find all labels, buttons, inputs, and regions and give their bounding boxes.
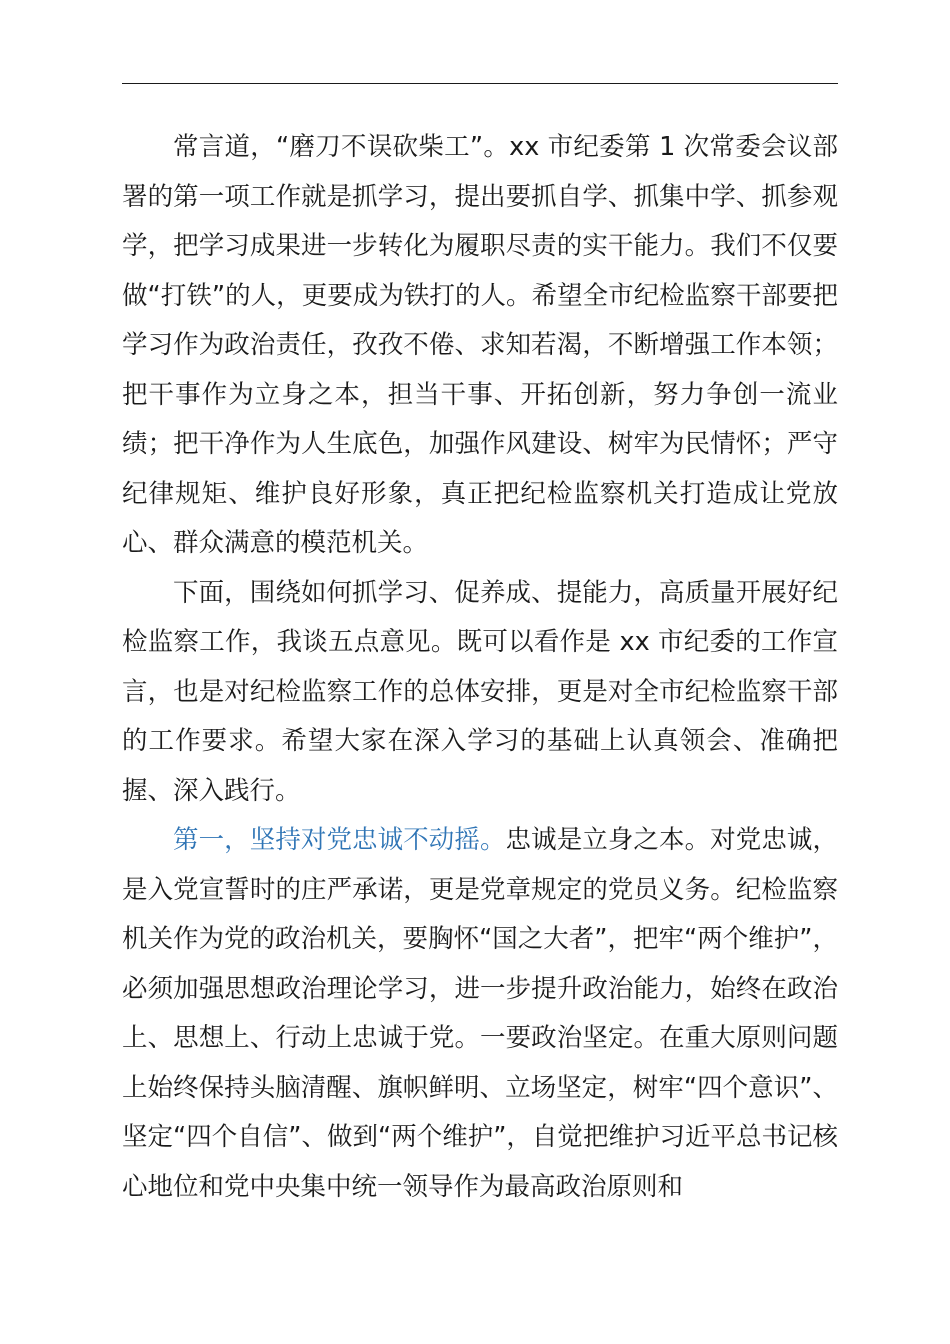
document-body xyxy=(122,123,838,1212)
paragraph-outline-text: 下面，围绕如何抓学习、促养成、提能力，高质量开展好纪检监察工作，我谈五点意见。既可以看作是 xx 市纪委的工作宣言，也是对纪检监察工作的总体安排，更是对全市纪检监察干部的工作要求。希望大家在深入学习的基础上认真领会、准确把握、深入践行。 xyxy=(122,577,838,806)
paragraph-intro-text: 常言道，“磨刀不误砍柴工”。xx 市纪委第 1 次常委会议部署的第一项工作就是抓学习，提出要抓自学、抓集中学、抓参观学，把学习成果进一步转化为履职尽责的实干能力。我们不仅要做“打铁”的人，更要成为铁打的人。希望全市纪检监察干部要把学习作为政治责任，孜孜不倦、求知若渴，不断增强工作本领；把干事作为立身之本，担当干事、开拓创新，努力争创一流业绩；把干净作为人生底色，加强作风建设、树牢为民情怀；严守纪律规矩、维护良好形象，真正把纪检监察机关打造成让党放心、群众满意的模范机关。 xyxy=(122,132,838,558)
paragraph-outline xyxy=(122,569,838,817)
paragraph-intro xyxy=(122,123,838,569)
paragraph-point-one xyxy=(122,816,838,1212)
point-one-heading: 第一，坚持对党忠诚不动摇。 xyxy=(173,825,506,855)
point-one-text: 忠诚是立身之本。对党忠诚，是入党宣誓时的庄严承诺，更是党章规定的党员义务。纪检监察机关作为党的政治机关，要胸怀“国之大者”，把牢“两个维护”，必须加强思想政治理论学习，进一步提升政治能力，始终在政治上、思想上、行动上忠诚于党。一要政治坚定。在重大原则问题上始终保持头脑清醒、旗帜鲜明、立场坚定，树牢“四个意识”、坚定“四个自信”、做到“两个维护”，自觉把维护习近平总书记核心地位和党中央集中统一领导作为最高政治原则和 xyxy=(122,825,838,1202)
header-rule xyxy=(122,83,838,84)
